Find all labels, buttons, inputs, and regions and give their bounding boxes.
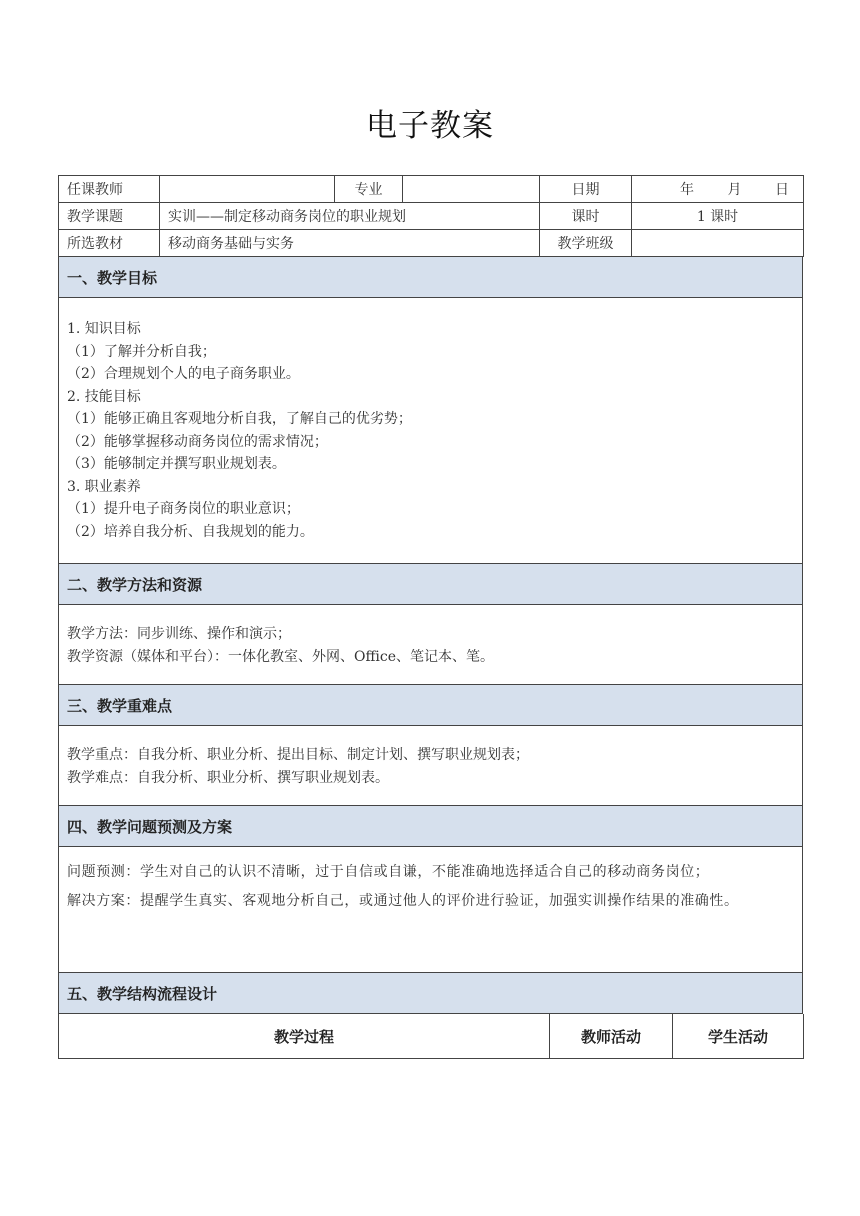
- info-row-2: [59, 203, 804, 230]
- flow-header-row: [59, 1014, 804, 1059]
- date-year: 年: [680, 182, 694, 198]
- info-row-3: [59, 230, 804, 257]
- objective-line: （2）培养自我分析、自我规划的能力。: [67, 523, 314, 540]
- col-teaching-process: 教学过程: [59, 1014, 550, 1059]
- objective-line: （1）提升电子商务岗位的职业意识；: [67, 501, 300, 517]
- course-info-table: [58, 175, 804, 257]
- major-field[interactable]: [403, 176, 540, 203]
- section-heading-flow: 五、教学结构流程设计: [58, 973, 803, 1014]
- objective-line: （1）能够正确且客观地分析自我，了解自己的优劣势；: [67, 411, 412, 427]
- textbook-label: 所选教材: [59, 230, 160, 257]
- section-heading-problems: 四、教学问题预测及方案: [58, 806, 803, 847]
- teacher-field[interactable]: [160, 176, 335, 203]
- objective-line: 2. 技能目标: [67, 388, 141, 405]
- methods-line: 教学方法：同步训练、操作和演示；: [67, 626, 291, 642]
- difficulty-line: 教学难点：自我分析、职业分析、撰写职业规划表。: [67, 769, 389, 786]
- objective-line: 1. 知识目标: [67, 321, 141, 337]
- class-label: 教学班级: [540, 230, 632, 257]
- section-body-key-points: [58, 726, 803, 806]
- section-body-problems: [58, 847, 803, 973]
- objective-line: （2）能够掌握移动商务岗位的需求情况；: [67, 433, 328, 450]
- major-label: 专业: [335, 176, 403, 203]
- section-body-methods: [58, 605, 803, 685]
- col-teacher-activity: 教师活动: [550, 1014, 673, 1059]
- resources-line: 教学资源（媒体和平台）：一体化教室、外网、Office、笔记本、笔。: [67, 648, 495, 665]
- objective-line: 3. 职业素养: [67, 478, 141, 495]
- date-field[interactable]: [632, 176, 804, 203]
- flow-design-table: [58, 1014, 804, 1059]
- class-field[interactable]: [632, 230, 804, 257]
- document-title: 电子教案: [366, 108, 494, 144]
- hours-label: 课时: [540, 203, 632, 230]
- solution-plan: 解决方案：提醒学生真实、客观地分析自己，或通过他人的评价进行验证，加强实训操作结果的准确性。: [67, 892, 739, 909]
- objective-line: （1）了解并分析自我；: [67, 343, 216, 360]
- info-row-1: [59, 176, 804, 203]
- section-heading-objectives: 一、教学目标: [58, 257, 803, 298]
- date-label: 日期: [540, 176, 632, 203]
- date-day: 日: [775, 182, 789, 198]
- col-student-activity: 学生活动: [673, 1014, 804, 1059]
- objective-line: （3）能够制定并撰写职业规划表。: [67, 456, 286, 472]
- hours-field[interactable]: 1 课时: [632, 203, 804, 230]
- objective-line: （2）合理规划个人的电子商务职业。: [67, 366, 300, 382]
- problem-prediction: 问题预测：学生对自己的认识不清晰，过于自信或自谦，不能准确地选择适合自己的移动商务岗位；: [67, 864, 710, 880]
- section-heading-methods: 二、教学方法和资源: [58, 564, 803, 605]
- topic-label: 教学课题: [59, 203, 160, 230]
- lesson-sections: [58, 257, 803, 1059]
- teacher-label: 任课教师: [59, 176, 160, 203]
- topic-field[interactable]: 实训——制定移动商务岗位的职业规划: [160, 203, 540, 230]
- section-body-objectives: [58, 298, 803, 564]
- key-point-line: 教学重点：自我分析、职业分析、提出目标、制定计划、撰写职业规划表；: [67, 747, 529, 763]
- textbook-field[interactable]: 移动商务基础与实务: [160, 230, 540, 257]
- section-heading-key-points: 三、教学重难点: [58, 685, 803, 726]
- date-month: 月: [727, 182, 742, 198]
